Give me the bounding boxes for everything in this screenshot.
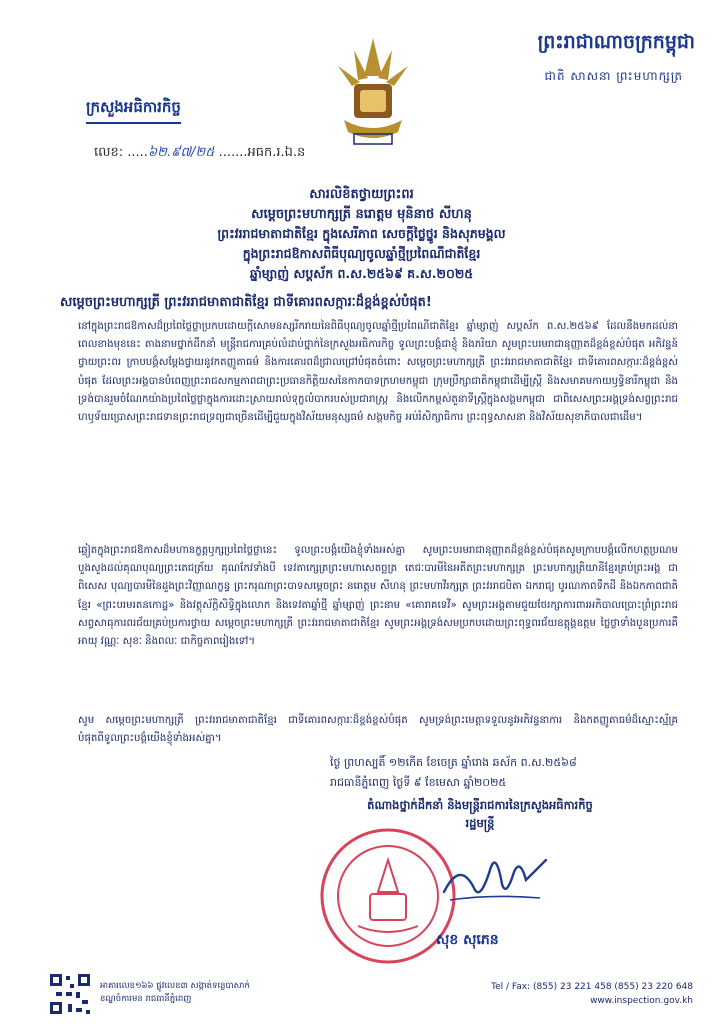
- tel-fax: Tel / Fax: (855) 23 221 458 (855) 23 220 648: [491, 982, 693, 992]
- salutation: សម្ដេចព្រះមហាក្សត្រី ព្រះវររាជមាតាជាតិខ្មែរ ជាទីគោរពសក្ការៈដ៏ខ្ពង់ខ្ពស់បំផុត!: [60, 295, 432, 310]
- footer-address: [100, 980, 250, 1006]
- royal-emblem-icon: [324, 36, 422, 148]
- letter-title: សារលិខិតថ្វាយព្រះពរ: [309, 187, 414, 202]
- reference-suffix: អធក.រ.ឯ.ន: [247, 145, 306, 160]
- address-line-1: អាគារលេខ១៦៦ ផ្លូវលេខ៣ សង្កាត់ទន្លេបាសាក់: [100, 981, 250, 991]
- qr-code-icon: [48, 972, 92, 1016]
- signer-name: សុខ សុភេន: [436, 932, 499, 948]
- signature-icon: [440, 840, 550, 910]
- national-motto: ជាតិ សាសនា ព្រះមហាក្សត្រ: [544, 69, 683, 83]
- reference-label: លេខ:: [94, 145, 124, 160]
- reference-number: ៦២.៩៧/២៥: [147, 145, 215, 160]
- body-paragraph-3: សូម សម្ដេចព្រះមហាក្សត្រី ព្រះវររាជមាតាជាតិខ្មែរ ជាទីគោរពសក្ការៈដ៏ខ្ពង់ខ្ពស់បំផុត សូមទ្រង់ព្រះមេត្តាទទួលនូវអភិវន្ទនាការ និងកតញ្ញូតាធម៌ដ៏ស្មោះស្ម័គ្របំផុតពីទូលព្រះបង្គំយើងខ្ញុំទាំងអស់គ្នា។: [78, 715, 678, 745]
- address-line-2: ខណ្ឌចំការមន រាជធានីភ្នំពេញ: [100, 994, 192, 1004]
- letter-title-line3: ព្រះវររាជមាតាជាតិខ្មែរ ក្នុងសេរីភាព សេចក្ដីថ្លៃថ្នូរ និងសុភមង្គល: [217, 226, 506, 241]
- body-paragraph-2: ឆ្លៀតក្នុងព្រះរាជឱកាសដ៏មហានក្ខត្តឫក្សប្រពៃថ្លៃថ្លានេះ ទូលព្រះបង្គំយើងខ្ញុំទាំងអស់គ្នា សូមព្រះបរមរាជានុញ្ញាតដ៏ខ្ពង់ខ្ពស់បំផុតសូមក្រាបបង្គំលើកហត្ថប្រណមបួងសួងដល់គុណបុណ្យព្រះតេជត្រ័យ គុណកែវទាំងបី ទេវតាក្សេត្រព្រះមហាសេតច្ឆត្រ តេជៈបារមីនៃអតីតព្រះមហាក្សត្រ ព្រះមហាក្សត្រិយានីខ្មែរគ្រប់ព្រះអង្គ ជាពិសេស បុណ្យបារមីនៃដួងព្រះវិញ្ញាណក្ខន្ធ ព្រះករុណាព្រះបាទសម្ដេចព្រះ នរោត្តម សីហនុ ព្រះមហាវីរក្សត្រ ព្រះវររាជបិតា ឯករាជ្យ បូរណភាពទឹកដី និងឯកភាពជាតិខ្មែរ «ព្រះបរមរតនកោដ្ឋ» និងវត្ថុស័ក្ដិសិទ្ធិក្នុងលោក និងទេវតាឆ្នាំថ្មី ឆ្នាំម្សាញ់ ព្រះនាម «គោរាគទេវី» សូមព្រះអង្គតាមជួយថែរក្សាការពារអភិបាលប្រោះព្រំព្រះរាជសព្វសាធុការពរជ័យគ្រប់ប្រការថ្វាយ សម្ដេចព្រះមហាក្សត្រី ព្រះវររាជមាតាជាតិខ្មែរ សូមព្រះអង្គទ្រង់សមប្រកបដោយព្រះពុទ្ធពរជ័យឧត្ដុង្គឧត្ដម ថ្លៃថ្លាទាំងបួនប្រការគឺ អាយុ វណ្ណៈ សុខៈ និងពលៈ ជាកិច្ចភាពរៀងទៅ។: [78, 545, 678, 648]
- reference-line: លេខ: .....៦២.៩៧/២៥ .......អធក.រ.ឯ.ន: [94, 145, 306, 160]
- body-paragraph-1: នៅក្នុងព្រះរាជឱកាសដ៏ប្រពៃថ្លៃថ្លាប្រកបដោយក្ដីសោមនស្សរីករាយនៃពិធីបុណ្យចូលឆ្នាំថ្មីប្រពៃណីជាតិខ្មែរ ឆ្នាំម្សាញ់ សប្តស័ក ព.ស.២៥៦៩ ដែលនឹងមកដល់នាពេលខាងមុខនេះ តាងនាមថ្នាក់ដឹកនាំ មន្ត្រីរាជការគ្រប់លំដាប់ថ្នាក់នៃក្រសួងអធិការកិច្ច ទូលព្រះបង្គំជាខ្ញុំ និងភរិយា សូមព្រះបរមរាជានុញ្ញាតដ៏ខ្ពង់ខ្ពស់បំផុត អភិវន្ទន៍ថ្វាយព្រះពរ ក្រាបបង្គំសម្ដែងថ្វាយនូវកតញ្ញូតាធម៌ និងការគោរពដ៏ជ្រាលជ្រៅបំផុតចំពោះ សម្ដេចព្រះមហាក្សត្រី ព្រះវររាជមាតាជាតិខ្មែរ ជាទីគោរពសក្ការៈដ៏ខ្ពង់ខ្ពស់បំផុត ដែលព្រះអង្គបានបំពេញព្រះរាជសកម្មភាពជាព្រះប្រធានកិត្តិយសនៃកាកបាទក្រហមកម្ពុជា ក្រុមប្រឹក្សាជាតិកម្ពុជាដើម្បីស្ត្រី និងសមាគមកាយឫទ្ធិនារីកម្ពុជា និងទ្រង់បានរួមចំណែកយ៉ាងប្រពៃថ្លៃថ្លាក្នុងការដោះស្រាយរាល់ទុក្ខលំបាករបស់ប្រជារាស្ត្រ និងលើកកម្ពស់តួនាទីស្ត្រីក្នុងសង្គមកម្ពុជា ជាពិសេសព្រះអង្គទ្រង់សព្វព្រះរាជហឫទ័យប្រោសព្រះរាជទានព្រះរាជទ្រព្យជាច្រើនដើម្បីជួយក្នុងវិស័យមនុស្សធម៌ សង្គមកិច្ច អប់រំសិក្សាធិការ ព្រះពុទ្ធសាសនា និងវិស័យសុខាភិបាលជាដើម។: [78, 321, 678, 424]
- letter-title-line5: ឆ្នាំម្សាញ់ សប្តស័ក ព.ស.២៥៦៩ គ.ស.២០២៥: [249, 266, 474, 281]
- letter-title-line4: ក្នុងព្រះរាជឱកាសពិធីបុណ្យចូលឆ្នាំថ្មីប្រពៃណីជាតិខ្មែរ: [242, 246, 481, 261]
- footer-contact: [491, 980, 693, 1008]
- signer-position: តំណាងថ្នាក់ដឹកនាំ និងមន្ត្រីរាជការនៃក្រសួងអធិការកិច្ច: [367, 798, 593, 812]
- lunar-date: ថ្ងៃ ព្រហស្បតិ៍ ១២កើត ខែចេត្រ ឆ្នាំរោង ឆស័ក ព.ស.២៥៦៨: [330, 756, 577, 769]
- signer-rank: រដ្ឋមន្ត្រី: [465, 816, 495, 830]
- website-link[interactable]: www.inspection.gov.kh: [590, 996, 693, 1006]
- letter-title-recipient: សម្ដេចព្រះមហាក្សត្រី នរោត្តម មុនិនាថ សីហនុ: [251, 207, 472, 222]
- kingdom-heading: ព្រះរាជាណាចក្រកម្ពុជា: [537, 31, 695, 53]
- ministry-name: ក្រសួងអធិការកិច្ច: [86, 98, 181, 124]
- solar-date: រាជធានីភ្នំពេញ ថ្ងៃទី ៩ ខែមេសា ឆ្នាំ២០២៥: [330, 776, 507, 789]
